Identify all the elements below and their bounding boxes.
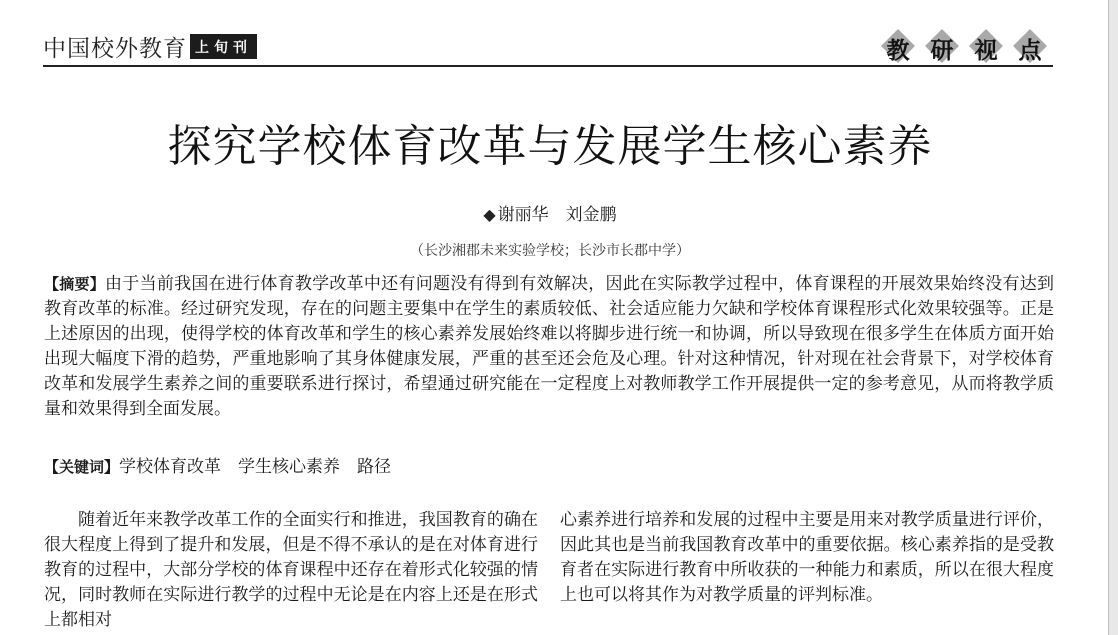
column-label-char: 点: [1009, 30, 1053, 64]
column-label-char: 研: [921, 30, 965, 64]
article-title: 探究学校体育改革与发展学生核心素养: [167, 121, 933, 172]
journal-issue-badge: 上旬刊: [190, 34, 257, 59]
column-label: [877, 30, 1053, 64]
column-label-char: 教: [877, 30, 921, 64]
header-divider: [43, 65, 1053, 67]
body-column-left: 随着近年来教学改革工作的全面实行和推进，我国教育的确在很大程度上得到了提升和发展，但是不得不承认的是在对体育进行教育的过程中，大部分学校的体育课程中还存在着形式化较强的情况，同时教师在实际进行教学的过程中无论是在内容上还是在形式上都相对: [44, 510, 538, 630]
author-names: 谢丽华 刘金鹏: [497, 205, 617, 225]
page-edge-shadow: [1108, 0, 1118, 635]
column-label-char: 视: [965, 30, 1009, 64]
keywords-label: 【关键词】: [44, 458, 120, 476]
body-column-right: 心素养进行培养和发展的过程中主要是用来对教学质量进行评价，因此其也是当前我国教育改革中的重要依据。核心素养指的是受教育者在实际进行教育中所收获的一种能力和素质，所以在很大程度上也可以将其作为对教学质量的评判标准。: [560, 510, 1054, 605]
abstract-label: 【摘要】: [44, 275, 106, 293]
article-authors: [0, 200, 1100, 225]
keywords-text: 学校体育改革 学生核心素养 路径: [119, 457, 392, 477]
page-header: [43, 28, 1053, 66]
journal-masthead: [43, 30, 257, 62]
diamond-bullet-icon: ◆: [483, 205, 496, 224]
author-affiliation: （长沙湘郡未来实验学校；长沙市长郡中学）: [410, 243, 690, 259]
abstract: [44, 272, 1054, 422]
abstract-text: 由于当前我国在进行体育教学改革中还有问题没有得到有效解决，因此在实际教学过程中，体育课程的开展效果始终没有达到教育改革的标准。经过研究发现，存在的问题主要集中在学生的素质较低、社会适应能力欠缺和学校体育课程形式化效果较强等。正是上述原因的出现，使得学校的体育改革和学生的核心素养发展始终难以将脚步进行统一和协调，所以导致现在很多学生在体质方面开始出现大幅度下滑的趋势，严重地影响了其身体健康发展，严重的甚至还会危及心理。针对这种情况，针对现在社会背景下，对学校体育改革和发展学生素养之间的重要联系进行探讨，希望通过研究能在一定程度上对教师教学工作开展提供一定的参考意见，从而将教学质量和效果得到全面发展。: [44, 274, 1054, 419]
page-edge-line: [1108, 0, 1109, 635]
journal-name: 中国校外教育: [43, 35, 187, 62]
keywords: [44, 455, 1054, 480]
